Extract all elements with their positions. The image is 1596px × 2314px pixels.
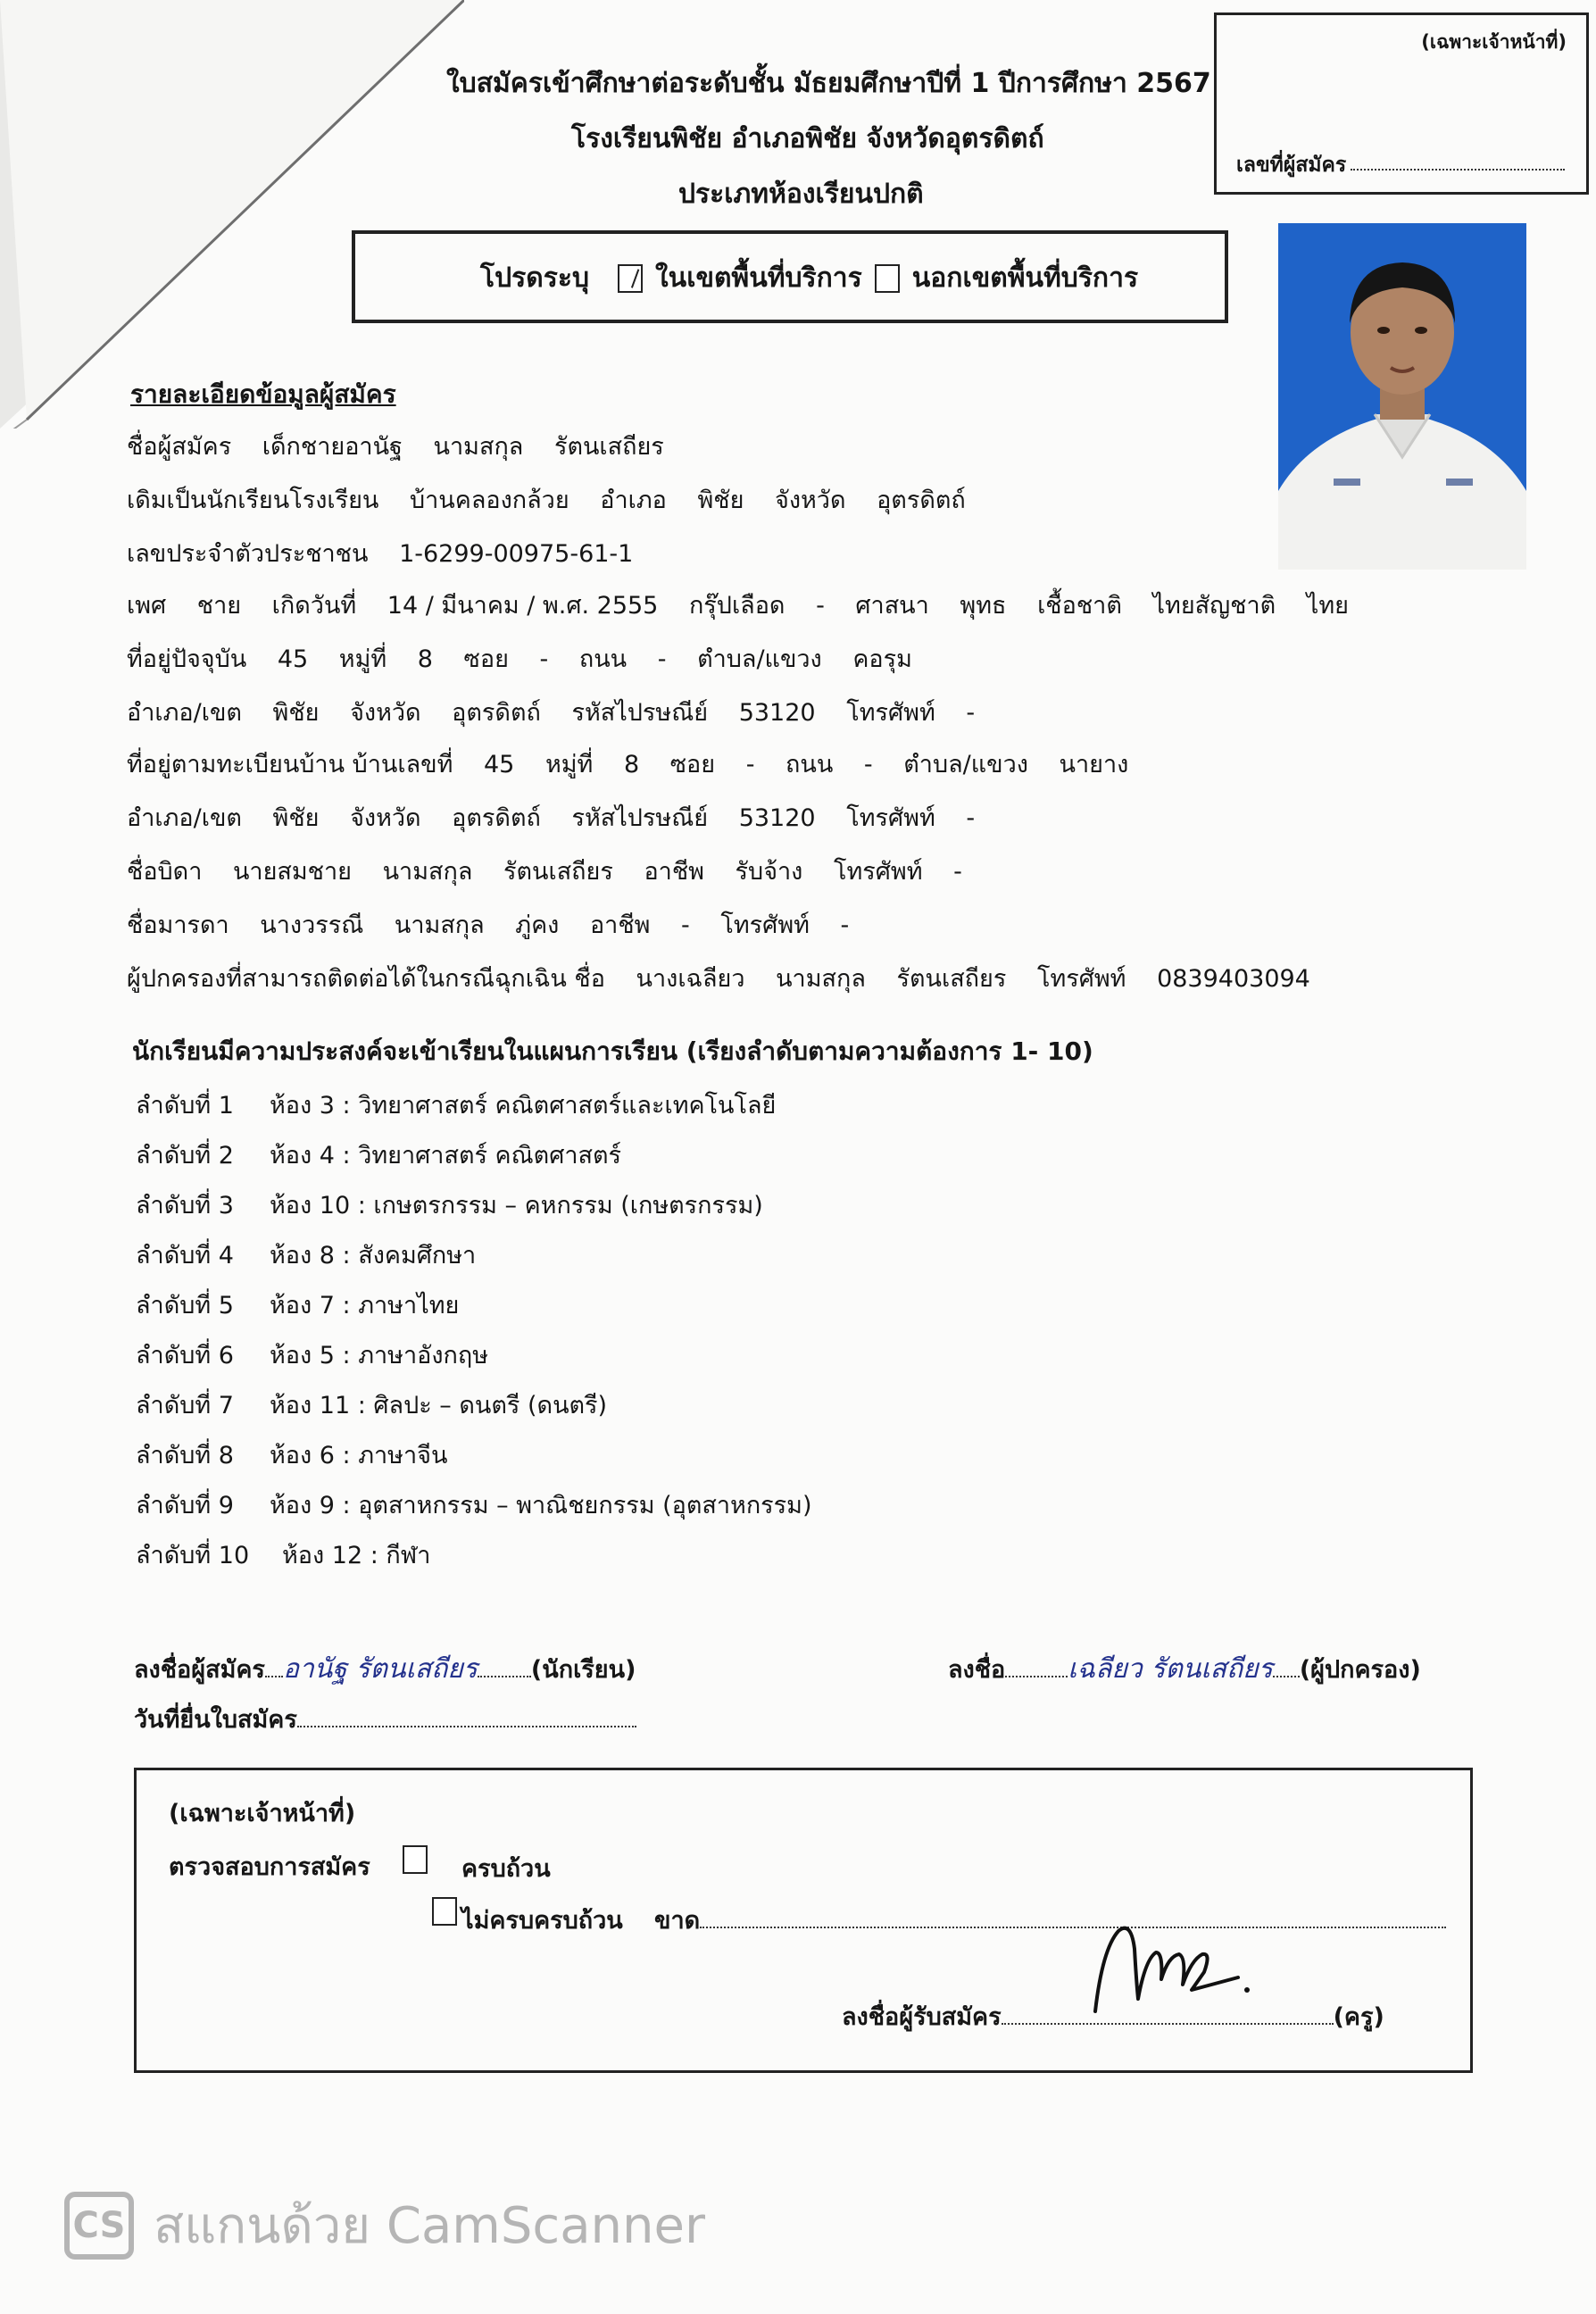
folded-corner xyxy=(0,0,464,429)
plan-room: ห้อง 4 : วิทยาศาสตร์ คณิตศาสตร์ xyxy=(270,1142,622,1169)
current-soi-label: ซอย xyxy=(463,645,509,673)
current-subdistrict: คอรุม xyxy=(852,645,912,673)
mother-job-label: อาชีพ xyxy=(589,911,651,939)
plan-rank: ลำดับที่ 7 xyxy=(136,1392,234,1419)
applicant-section-title: รายละเอียดข้อมูลผู้สมัคร xyxy=(130,379,396,409)
registered-province: อุตรดิตถ์ xyxy=(452,804,541,832)
father-phone-label: โทรศัพท์ xyxy=(833,858,923,886)
province-value: อุตรดิตถ์ xyxy=(877,487,966,514)
father-job: รับจ้าง xyxy=(735,858,803,886)
father-job-label: อาชีพ xyxy=(644,858,704,886)
registered-house-no: 45 xyxy=(484,751,515,778)
plan-room: ห้อง 3 : วิทยาศาสตร์ คณิตศาสตร์และเทคโนโลยี xyxy=(270,1092,777,1120)
registered-province-label: จังหวัด xyxy=(350,804,421,832)
current-district: พิชัย xyxy=(272,699,320,727)
zone-out-checkbox[interactable] xyxy=(875,264,900,293)
registered-address-row-2 xyxy=(127,798,998,837)
mother-surname-label: นามสกุล xyxy=(394,911,485,939)
applicant-role: (นักเรียน) xyxy=(530,1656,636,1684)
registered-address-row-1 xyxy=(127,745,1151,783)
receiver-role: (ครู) xyxy=(1333,2003,1384,2031)
guardian-role: (ผู้ปกครอง) xyxy=(1299,1656,1421,1684)
camscanner-watermark xyxy=(64,2185,705,2265)
plan-rank: ลำดับที่ 9 xyxy=(136,1492,234,1519)
blood-label: กรุ๊ปเลือด xyxy=(688,592,786,620)
guardian-label: ผู้ปกครองที่สามารถติดต่อได้ในกรณีฉุกเฉิน ชื่อ xyxy=(127,965,605,993)
applicant-photo xyxy=(1278,223,1526,570)
plan-rank: ลำดับที่ 6 xyxy=(136,1342,234,1369)
id-label: เลขประจำตัวประชาชน xyxy=(127,540,369,568)
guardian-signature: เฉลียว รัตนเสถียร xyxy=(1068,1653,1273,1685)
class-type: ประเภทห้องเรียนปกติ xyxy=(678,179,924,210)
submission-date-field[interactable] xyxy=(297,1722,636,1727)
applicant-number-label: เลขที่ผู้สมัคร xyxy=(1236,154,1347,177)
mother-job: - xyxy=(681,911,690,939)
blood-value: - xyxy=(816,592,825,620)
plan-rank: ลำดับที่ 10 xyxy=(136,1542,250,1569)
religion-label: ศาสนา xyxy=(855,592,929,620)
applicant-signature-line xyxy=(134,1648,636,1690)
registered-district: พิชัย xyxy=(272,804,320,832)
registered-address-label: ที่อยู่ตามทะเบียนบ้าน บ้านเลขที่ xyxy=(127,751,453,778)
plan-room: ห้อง 7 : ภาษาไทย xyxy=(270,1292,460,1319)
plan-item xyxy=(136,1286,459,1324)
applicant-signature: อานัฐ รัตนเสถียร xyxy=(282,1653,478,1685)
nationality-label: สัญชาติ xyxy=(1194,592,1276,620)
registered-subdistrict: นายาง xyxy=(1059,751,1129,778)
current-postcode: 53120 xyxy=(738,699,816,727)
plan-room: ห้อง 5 : ภาษาอังกฤษ xyxy=(270,1342,489,1369)
prev-school-label: เดิมเป็นนักเรียนโรงเรียน xyxy=(127,487,379,514)
sex-label: เพศ xyxy=(127,592,167,620)
guardian-surname-label: นามสกุล xyxy=(776,965,866,993)
official-label: (เฉพาะเจ้าหน้าที่) xyxy=(169,1800,356,1827)
plan-rank: ลำดับที่ 2 xyxy=(136,1142,234,1169)
registered-soi-label: ซอย xyxy=(669,751,716,778)
zone-in-checkbox[interactable] xyxy=(618,264,643,293)
form-title: ใบสมัครเข้าศึกษาต่อระดับชั้น มัธยมศึกษาปีที่ 1 ปีการศึกษา 2567 xyxy=(446,68,1211,99)
province-label: จังหวัด xyxy=(775,487,846,514)
guardian-phone-label: โทรศัพท์ xyxy=(1036,965,1126,993)
registered-postcode: 53120 xyxy=(738,804,816,832)
dob-label: เกิดวันที่ xyxy=(271,592,357,620)
current-address-row-1 xyxy=(127,639,935,678)
dob-value: 14 / มีนาคม / พ.ศ. 2555 xyxy=(387,592,659,620)
applicant-number-field[interactable] xyxy=(1351,169,1565,171)
zone-selection-box xyxy=(352,230,1228,323)
plan-room: ห้อง 6 : ภาษาจีน xyxy=(270,1442,448,1469)
guardian-surname: รัตนเสถียร xyxy=(896,965,1007,993)
current-soi: - xyxy=(539,645,549,673)
guardian-signature-line xyxy=(948,1648,1421,1690)
id-row xyxy=(127,534,656,572)
name-label: ชื่อผู้สมัคร xyxy=(127,433,232,461)
name-row xyxy=(127,427,687,465)
current-subdistrict-label: ตำบล/แขวง xyxy=(697,645,822,673)
surname-value: รัตนเสถียร xyxy=(553,433,664,461)
registered-phone-label: โทรศัพท์ xyxy=(846,804,935,832)
current-postcode-label: รหัสไปรษณีย์ xyxy=(571,699,709,727)
religion-value: พุทธ xyxy=(960,592,1007,620)
submission-date-line xyxy=(134,1700,636,1738)
guardian-phone: 0839403094 xyxy=(1157,965,1310,993)
prev-school-value: บ้านคลองกล้วย xyxy=(410,487,569,514)
father-row xyxy=(127,852,985,890)
plan-room: ห้อง 12 : กีฬา xyxy=(282,1542,431,1569)
mother-name: นางวรรณี xyxy=(260,911,364,939)
camscanner-text: สแกนด้วย CamScanner xyxy=(154,2197,705,2255)
current-phone-label: โทรศัพท์ xyxy=(846,699,935,727)
mother-surname: ภู่คง xyxy=(515,911,560,939)
plan-item xyxy=(136,1236,476,1274)
nationality-value: ไทย xyxy=(1306,592,1349,620)
applicant-signature-label: ลงชื่อผู้สมัคร xyxy=(134,1656,265,1684)
camscanner-logo: CS xyxy=(64,2192,134,2260)
plan-rank: ลำดับที่ 4 xyxy=(136,1242,234,1269)
submission-date-label: วันที่ยื่นใบสมัคร xyxy=(134,1706,297,1734)
complete-checkbox[interactable] xyxy=(403,1845,428,1874)
complete-label: ครบถ้วน xyxy=(461,1855,551,1883)
registered-phone: - xyxy=(966,804,976,832)
official-box xyxy=(134,1768,1473,2073)
plan-rank: ลำดับที่ 1 xyxy=(136,1092,234,1120)
id-value: 1-6299-00975-61-1 xyxy=(399,540,634,568)
guardian-name: นางเฉลียว xyxy=(636,965,745,993)
guardian-signature-label: ลงชื่อ xyxy=(948,1656,1006,1684)
current-district-label: อำเภอ/เขต xyxy=(127,699,242,727)
incomplete-checkbox[interactable] xyxy=(432,1897,457,1926)
incomplete-label: ไม่ครบครบถ้วน xyxy=(461,1907,623,1935)
registered-road: - xyxy=(863,751,873,778)
registered-soi: - xyxy=(745,751,755,778)
plan-rank: ลำดับที่ 3 xyxy=(136,1192,234,1219)
father-phone: - xyxy=(953,858,962,886)
current-province-label: จังหวัด xyxy=(350,699,421,727)
father-surname-label: นามสกุล xyxy=(382,858,473,886)
registered-moo-label: หมู่ที่ xyxy=(544,751,594,778)
registered-postcode-label: รหัสไปรษณีย์ xyxy=(571,804,709,832)
plan-item xyxy=(136,1536,430,1574)
ethnicity-label: เชื้อชาติ xyxy=(1037,592,1122,620)
receiver-signature-scribble xyxy=(1086,1913,1256,2029)
current-phone: - xyxy=(966,699,976,727)
father-name: นายสมชาย xyxy=(232,858,352,886)
prev-school-row xyxy=(127,480,989,519)
plan-room: ห้อง 8 : สังคมศึกษา xyxy=(270,1242,477,1269)
plan-item xyxy=(136,1336,488,1374)
plan-item xyxy=(136,1486,812,1524)
plan-item xyxy=(136,1386,607,1424)
current-address-row-2 xyxy=(127,693,998,731)
zone-in-label: ในเขตพื้นที่บริการ xyxy=(655,262,862,294)
personal-row xyxy=(127,586,1372,624)
current-road-label: ถนน xyxy=(578,645,628,673)
plan-room: ห้อง 10 : เกษตรกรรม – คหกรรม (เกษตรกรรม) xyxy=(270,1192,763,1219)
surname-label: นามสกุล xyxy=(433,433,524,461)
current-road: - xyxy=(657,645,667,673)
current-moo-label: หมู่ที่ xyxy=(338,645,387,673)
registered-road-label: ถนน xyxy=(786,751,834,778)
plan-room: ห้อง 9 : อุตสาหกรรม – พาณิชยกรรม (อุตสาหกรรม) xyxy=(270,1492,812,1519)
current-address-label: ที่อยู่ปัจจุบัน xyxy=(127,645,247,673)
missing-line xyxy=(654,1901,1446,1939)
school-line: โรงเรียนพิชัย อำเภอพิชัย จังหวัดอุตรดิตถ์ xyxy=(571,123,1044,154)
name-value: เด็กชายอานัฐ xyxy=(262,433,403,461)
zone-label: โปรดระบุ xyxy=(480,262,590,294)
plan-rank: ลำดับที่ 8 xyxy=(136,1442,234,1469)
sex-value: ชาย xyxy=(196,592,242,620)
ethnicity-value: ไทย xyxy=(1152,592,1195,620)
registered-district-label: อำเภอ/เขต xyxy=(127,804,242,832)
plan-item xyxy=(136,1186,763,1224)
mother-label: ชื่อมารดา xyxy=(127,911,229,939)
current-house-no: 45 xyxy=(277,645,309,673)
plan-item xyxy=(136,1136,621,1174)
current-province: อุตรดิตถ์ xyxy=(452,699,541,727)
receiver-label: ลงชื่อผู้รับสมัคร xyxy=(842,2003,1002,2031)
staff-only-label: (เฉพาะเจ้าหน้าที่) xyxy=(1421,31,1567,53)
plan-room: ห้อง 11 : ศิลปะ – ดนตรี (ดนตรี) xyxy=(270,1392,608,1419)
registered-moo: 8 xyxy=(623,751,640,778)
staff-only-box xyxy=(1214,12,1589,195)
plan-item xyxy=(136,1086,776,1124)
mother-row xyxy=(127,905,872,944)
father-label: ชื่อบิดา xyxy=(127,858,203,886)
plan-item xyxy=(136,1436,447,1474)
plans-title: นักเรียนมีความประสงค์จะเข้าเรียนในแผนการเรียน (เรียงลำดับตามความต้องการ 1- 10) xyxy=(132,1036,1093,1066)
mother-phone: - xyxy=(840,911,850,939)
official-check-label: ตรวจสอบการสมัคร xyxy=(169,1853,370,1881)
registered-subdistrict-label: ตำบล/แขวง xyxy=(903,751,1028,778)
guardian-row xyxy=(127,959,1334,997)
plan-rank: ลำดับที่ 5 xyxy=(136,1292,234,1319)
missing-field[interactable] xyxy=(700,1923,1446,1928)
district-value: พิชัย xyxy=(697,487,744,514)
zone-out-label: นอกเขตพื้นที่บริการ xyxy=(911,262,1139,294)
mother-phone-label: โทรศัพท์ xyxy=(720,911,810,939)
current-moo: 8 xyxy=(417,645,433,673)
father-surname: รัตนเสถียร xyxy=(503,858,613,886)
district-label: อำเภอ xyxy=(600,487,667,514)
missing-label: ขาด xyxy=(654,1907,701,1935)
